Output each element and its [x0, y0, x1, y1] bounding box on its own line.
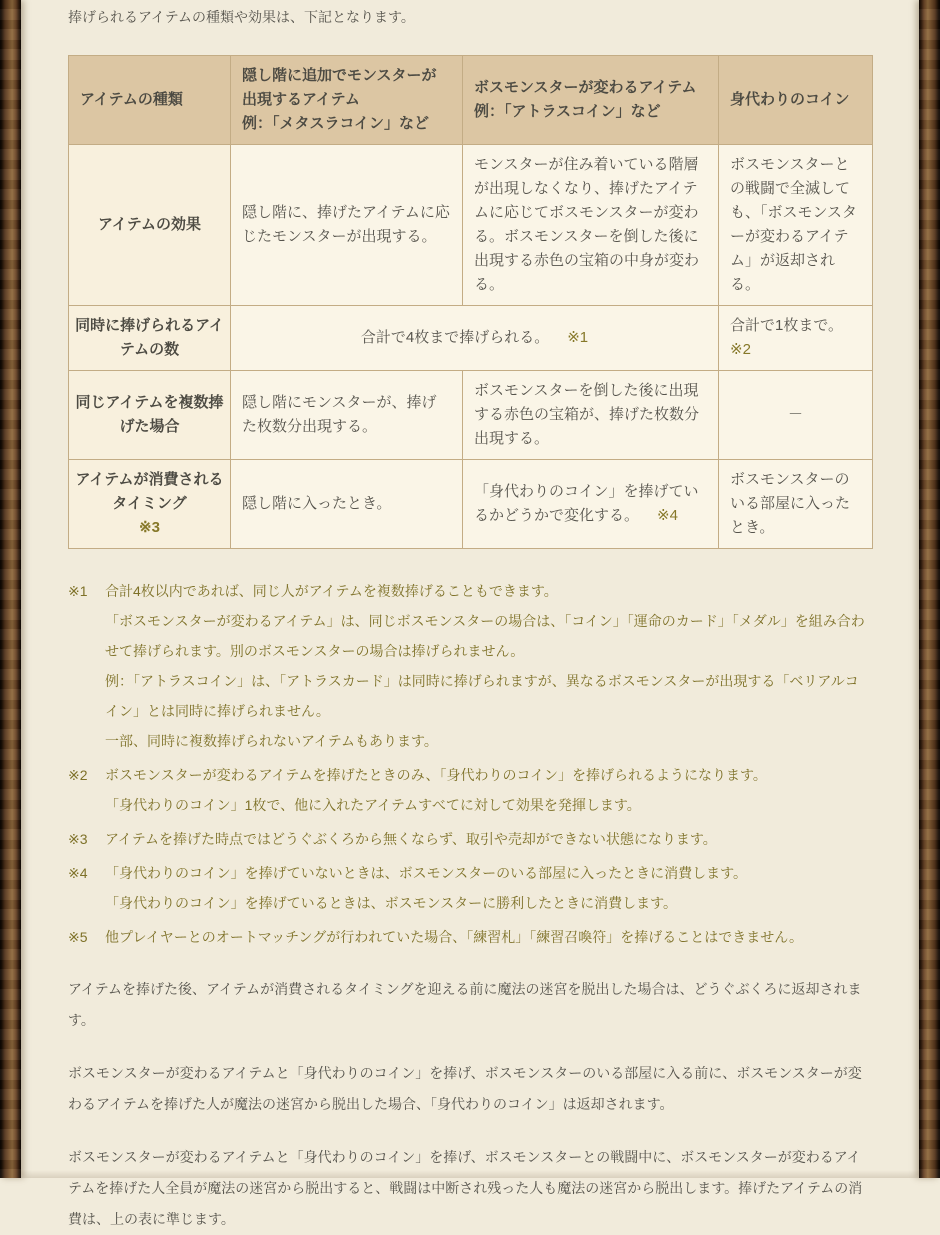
footnote-marker: ※4 — [68, 865, 88, 881]
col-header-label: 身代わりのコイン — [730, 91, 850, 108]
row-multiple-offered — [69, 371, 873, 460]
bottom-shadow — [21, 1170, 919, 1178]
footnote-item-4 — [68, 858, 872, 918]
col-header-label: アイテムの種類 — [80, 91, 183, 108]
cell-count-substitute-coin — [719, 306, 873, 371]
row-item-effect — [69, 145, 873, 306]
footnote-text: ボスモンスターが変わるアイテムを捧げたときのみ、「身代わりのコイン」を捧げられるようになります。 — [105, 767, 767, 783]
row-label-text: アイテムの効果 — [98, 216, 201, 233]
cell-effect-hidden-floor: 隠し階に、捧げたアイテムに応じたモンスターが出現する。 — [231, 145, 463, 306]
cell-effect-boss-change: モンスターが住み着いている階層が出現しなくなり、捧げたアイテムに応じてボスモンスターが変わる。ボスモンスターを倒した後に出現する赤色の宝箱の中身が変わる。 — [463, 145, 719, 306]
cell-text: 「身代わりのコイン」を捧げているかどうかで変化する。 — [474, 483, 699, 524]
cell-timing-substitute-coin: ボスモンスターのいる部屋に入ったとき。 — [719, 460, 873, 549]
footnote-ref-3: ※3 — [139, 519, 160, 536]
cell-text: 合計で1枚まで。 — [730, 317, 844, 334]
cell-timing-hidden-floor: 隠し階に入ったとき。 — [231, 460, 463, 549]
col-header-item-type — [69, 56, 231, 145]
footnote-marker: ※2 — [68, 767, 88, 783]
footnote-ref-4: ※4 — [657, 507, 678, 524]
row-label-item-effect — [69, 145, 231, 306]
col-header-example: 例：「アトラスコイン」など — [474, 103, 661, 120]
cell-timing-boss-change — [463, 460, 719, 549]
footnote-ref-1: ※1 — [567, 329, 589, 346]
row-label-max-count — [69, 306, 231, 371]
footnote-text: 「身代わりのコイン」1枚で、他に入れたアイテムすべてに対して効果を発揮します。 — [105, 797, 641, 813]
page-content — [21, 0, 919, 1227]
cell-count-merged — [231, 306, 719, 371]
footnote-text: 「身代わりのコイン」を捧げているときは、ボスモンスターに勝利したときに消費します。 — [105, 895, 678, 911]
footnote-text: アイテムを捧げた時点ではどうぐぶくろから無くならず、取引や売却ができない状態になります。 — [105, 831, 717, 847]
col-header-label: ボスモンスターが変わるアイテム — [474, 79, 697, 96]
col-header-substitute-coin — [719, 56, 873, 145]
footnote-text: 他プレイヤーとのオートマッチングが行われていた場合、「練習札」「練習召喚符」を捧げることはできません。 — [105, 929, 804, 945]
body-paragraph-3: ボスモンスターが変わるアイテムと「身代わりのコイン」を捧げ、ボスモンスターとの戦闘中に、ボスモンスターが変わるアイテムを捧げた人全員が魔法の迷宮から脱出すると、戦闘は中断され残った人も魔法の迷宮から脱出します。捧げたアイテムの消費は、上の表に準じます。 — [68, 1149, 863, 1227]
footnote-item-1 — [68, 576, 872, 756]
cell-effect-substitute-coin: ボスモンスターとの戦闘で全滅しても、「ボスモンスターが変わるアイテム」が返却される。 — [719, 145, 873, 306]
footnote-item-3 — [68, 824, 872, 854]
row-label-multiple-offered — [69, 371, 231, 460]
row-max-count — [69, 306, 873, 371]
footnote-text: 合計4枚以内であれば、同じ人がアイテムを複数捧げることもできます。 — [105, 583, 558, 599]
cell-multiple-boss-change: ボスモンスターを倒した後に出現する赤色の宝箱が、捧げた枚数分出現する。 — [463, 371, 719, 460]
footnote-ref-2: ※2 — [730, 341, 751, 358]
offering-items-table — [68, 55, 873, 549]
intro-text: 捧げられるアイテムの種類や効果は、下記となります。 — [68, 9, 415, 25]
row-label-text: アイテムが消費されるタイミング — [75, 471, 224, 512]
col-header-hidden-floor-item — [231, 56, 463, 145]
footnote-text: 「ボスモンスターが変わるアイテム」は、同じボスモンスターの場合は、「コイン」「運命のカード」「メダル」を組み合わせて捧げられます。別のボスモンスターの場合は捧げられません。 — [105, 613, 865, 659]
body-paragraph-2: ボスモンスターが変わるアイテムと「身代わりのコイン」を捧げ、ボスモンスターのいる部屋に入る前に、ボスモンスターが変わるアイテムを捧げた人が魔法の迷宮から脱出した場合、「身代わりのコイン」は返却されます。 — [68, 1065, 862, 1112]
body-paragraph-1: アイテムを捧げた後、アイテムが消費されるタイミングを迎える前に魔法の迷宮を脱出した場合は、どうぐぶくろに返却されます。 — [68, 981, 862, 1028]
col-header-boss-change-item — [463, 56, 719, 145]
col-header-example: 例：「メタスラコイン」など — [242, 115, 430, 132]
cell-multiple-hidden-floor: 隠し階にモンスターが、捧げた枚数分出現する。 — [231, 371, 463, 460]
cell-multiple-substitute-coin: － — [719, 371, 873, 460]
footnote-marker: ※1 — [68, 583, 88, 599]
cell-text: 合計で4枚まで捧げられる。 — [360, 329, 550, 346]
footnote-text: 一部、同時に複数捧げられないアイテムもあります。 — [105, 733, 438, 749]
footnote-marker: ※3 — [68, 831, 88, 847]
footnote-text: 例：「アトラスコイン」は、「アトラスカード」は同時に捧げられますが、異なるボスモンスターが出現する「ベリアルコイン」とは同時に捧げられません。 — [105, 673, 859, 719]
row-label-text: 同じアイテムを複数捧げた場合 — [75, 394, 224, 435]
row-consume-timing — [69, 460, 873, 549]
wooden-frame-right — [919, 0, 940, 1178]
wooden-frame-left — [0, 0, 21, 1178]
footnote-text: 「身代わりのコイン」を捧げていないときは、ボスモンスターのいる部屋に入ったときに消費します。 — [105, 865, 748, 881]
table-header-row — [69, 56, 873, 145]
footnote-item-2 — [68, 760, 872, 820]
row-label-consume-timing — [69, 460, 231, 549]
col-header-label: 隠し階に追加でモンスターが出現するアイテム — [242, 67, 437, 108]
footnote-item-5 — [68, 922, 872, 952]
footnote-marker: ※5 — [68, 929, 88, 945]
row-label-text: 同時に捧げられるアイテムの数 — [75, 317, 224, 358]
footnotes-section — [68, 576, 872, 952]
